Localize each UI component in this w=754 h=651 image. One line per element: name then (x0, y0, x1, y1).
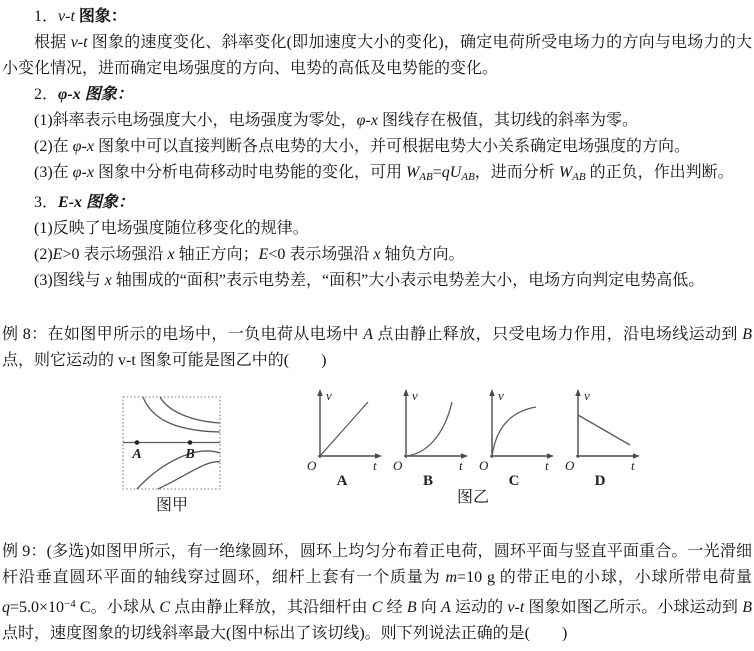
section-2-item-3 (2, 160, 752, 190)
text-segment: B (742, 325, 752, 343)
v-axis-label: v (326, 387, 332, 403)
field-line-lower-2 (158, 461, 220, 488)
text-segment: 1． (34, 8, 59, 25)
text-segment: (1)反映了电场强度随位移变化的规律。 (34, 219, 309, 237)
section-3-item-3 (2, 268, 752, 294)
text-segment: B (406, 598, 417, 616)
text-segment: E (258, 245, 269, 263)
text-segment: (2)在 (34, 138, 73, 155)
text-segment: AB (419, 170, 433, 183)
text-segment: 图象： (78, 8, 127, 25)
t-axis-label: t (545, 457, 549, 473)
text-segment: 的正负，作出判断。 (585, 164, 734, 181)
text-segment: φ-x (72, 138, 94, 155)
section-2-heading (2, 82, 752, 108)
text-segment: 例 9：(多选)如图甲所示，有一绝缘圆环，圆环上均匀分布着正电荷，圆环平面与竖直平面重合。一光滑细杆沿垂直圆环平面的轴线穿过圆环，细杆上套有一个质量为 (2, 542, 752, 586)
text-segment: A (441, 598, 451, 616)
v-axis-arrow (317, 389, 323, 396)
text-segment: φ-x (356, 112, 378, 129)
text-segment: m (445, 568, 458, 586)
point-b-dot (188, 440, 193, 445)
section-3-item-2 (2, 242, 752, 268)
text-segment: φ-x (72, 164, 94, 181)
t-axis-label: t (373, 457, 377, 473)
text-segment: 图象： (86, 193, 135, 211)
text-segment: q (2, 598, 10, 616)
figure-yi-caption: 图乙 (456, 488, 489, 506)
option-d-label: D (594, 472, 606, 488)
text-segment: A (363, 325, 373, 343)
curve-concave-up (406, 402, 452, 456)
option-b-label: B (422, 472, 434, 488)
text-segment: −4 (64, 597, 76, 610)
v-axis-arrow (489, 389, 495, 396)
text-segment: ，进而分析 (474, 164, 559, 181)
section-2-item-1 (2, 108, 752, 134)
text-segment: 经 (382, 598, 407, 616)
text-segment: >0 表示场强沿 (62, 245, 168, 263)
text-segment: 根据 (34, 34, 71, 51)
vt-graph-option-c (476, 386, 556, 488)
text-segment: x (373, 245, 381, 263)
text-segment: C (371, 598, 383, 616)
text-segment: C (159, 598, 170, 616)
text-segment: E-x (58, 193, 87, 211)
example-8-text (2, 322, 752, 374)
text-segment: (3)图线与 (34, 271, 105, 289)
text-segment: = (432, 164, 442, 181)
text-segment: C。小球从 (75, 598, 160, 616)
text-segment: 点，则它运动的 v-t 图象可能是图乙中的( ) (2, 351, 327, 369)
text-segment: =5.0×10 (10, 598, 65, 616)
text-segment: 图象： (84, 86, 133, 103)
text-segment: 图象中分析电荷移动时电势能的变化，可用 (93, 164, 406, 181)
text-segment: x (104, 271, 112, 289)
v-axis-arrow (403, 389, 409, 396)
section-2-item-2 (2, 134, 752, 160)
text-segment: 图象如图乙所示。小球运动到 (524, 598, 743, 616)
figure-jia-caption: 图甲 (155, 496, 188, 514)
text-segment: x (167, 245, 175, 263)
figure-yi (304, 386, 642, 507)
point-b-label: B (185, 446, 195, 462)
text-segment: AB (461, 170, 475, 183)
text-segment: 图线存在极值，其切线的斜率为零。 (377, 112, 638, 129)
text-segment: W (558, 164, 573, 181)
origin-label: O (393, 457, 403, 473)
text-segment: v-t (70, 34, 88, 51)
text-segment: 点由静止释放，其沿细杆由 (170, 598, 372, 616)
vt-graph-option-a (304, 386, 384, 488)
text-segment: =10 g 的带正电的小球，小球所带电荷量 (457, 568, 752, 586)
v-axis-arrow (575, 389, 581, 396)
section-1-paragraph (2, 30, 752, 82)
vt-graph-option-b (390, 386, 470, 488)
text-segment: 向 (416, 598, 441, 616)
text-segment: 轴围成的“面积”表示电势差，“面积”大小表示电势差大小，电场方向判定电势高低。 (111, 271, 705, 289)
point-a-label: A (132, 446, 142, 462)
curve-concave-down (492, 407, 536, 456)
origin-label: O (479, 457, 489, 473)
text-segment: (3)在 (34, 164, 73, 181)
section-3-heading (2, 190, 752, 216)
vt-graph-options (304, 386, 642, 488)
text-segment: AB (572, 170, 586, 183)
point-a-dot (135, 440, 140, 445)
example-9-text (2, 539, 752, 647)
section-1-heading (2, 4, 752, 30)
v-axis-label: v (412, 387, 418, 403)
option-a-label: A (336, 472, 348, 488)
field-diagram (122, 396, 222, 492)
text-segment: v-t (507, 598, 525, 616)
section-3-item-1 (2, 216, 752, 242)
v-axis-label: v (498, 387, 504, 403)
field-line-upper-2 (160, 397, 220, 423)
origin-label: O (565, 457, 575, 473)
text-segment: 图象的速度变化、斜率变化(即加速度大小的变化)，确定电荷所受电场力的方向与电场力的大小变化情况，进而确定电场强度的方向、电势的高低及电势能的变化。 (2, 34, 752, 77)
text-segment: 轴正方向； (174, 245, 259, 263)
option-c-label: C (508, 472, 520, 488)
v-axis-label: v (584, 387, 590, 403)
text-segment: 图象中可以直接判断各点电势的大小，并可根据电势大小关系确定电场强度的方向。 (93, 138, 690, 155)
text-segment: 3． (34, 193, 59, 211)
origin-label: O (307, 457, 317, 473)
text-segment: (1)斜率表示电场强度大小，电场强度为零处， (34, 112, 357, 129)
text-segment: qU (441, 164, 462, 181)
text-segment: <0 表示场强沿 (268, 245, 374, 263)
t-axis-label: t (459, 457, 463, 473)
text-segment: 2． (34, 86, 59, 103)
text-segment: 运动的 (450, 598, 508, 616)
field-line-lower-1 (137, 451, 220, 489)
figure-row (2, 386, 752, 515)
text-segment: v-t (58, 8, 79, 25)
t-axis-label: t (631, 457, 635, 473)
text-segment: 点由静止释放，只受电场力作用，沿电场线运动到 (373, 325, 743, 343)
text-segment: φ-x (58, 86, 85, 103)
vt-graph-option-d (562, 386, 642, 488)
text-segment: 点时，速度图象的切线斜率最大(图中标出了该切线)。则下列说法正确的是( ) (2, 624, 568, 642)
text-segment: (2) (34, 245, 53, 263)
text-segment: B (742, 598, 752, 616)
text-segment: 轴负方向。 (380, 245, 465, 263)
curve-linear (320, 402, 368, 456)
figure-jia (122, 396, 222, 515)
curve-decreasing (578, 415, 630, 445)
text-segment: E (52, 245, 63, 263)
text-segment: W (405, 164, 420, 181)
text-segment: 例 8：在如图甲所示的电场中，一负电荷从电场中 (2, 325, 364, 343)
